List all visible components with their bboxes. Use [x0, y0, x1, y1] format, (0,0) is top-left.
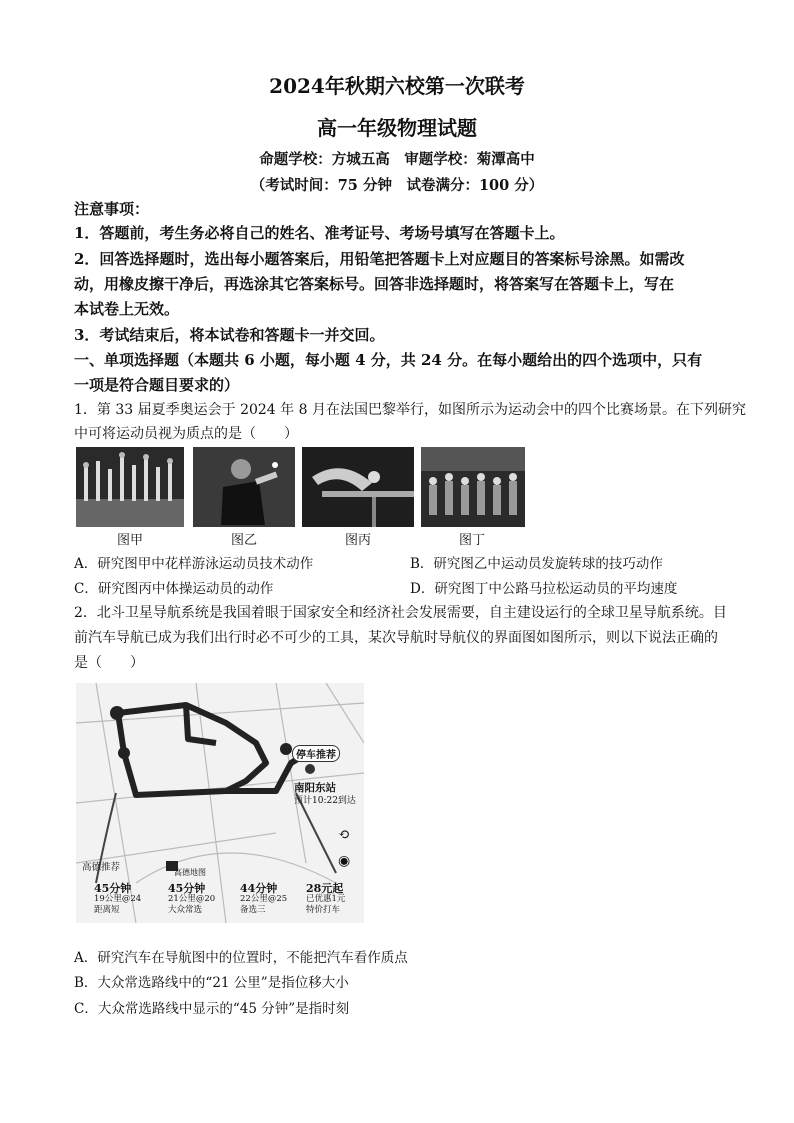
photo-table-tennis: [193, 447, 295, 527]
notice-item-2-line-1: 2．回答选择题时，选出每小题答案后，用铅笔把答题卡上对应题目的答案标号涂黑。如需改: [74, 250, 685, 268]
caption-figure-1: 图甲: [116, 533, 143, 548]
refresh-icon: ⟲: [338, 827, 350, 843]
photo-gymnastics: [302, 447, 414, 527]
q2-stem-line-1: 2．北斗卫星导航系统是我国着眼于国家安全和经济社会发展需要，自主建设运行的全球卫星导航系统。目: [74, 605, 727, 621]
route-option-3: 44分钟 22公里@25 备选三: [240, 882, 288, 915]
notice-item-3: 3．考试结束后，将本试卷和答题卡一并交回。: [74, 326, 385, 344]
photo-synchronized-swimming: [76, 447, 184, 527]
q1-option-c: C．研究图丙中体操运动员的动作: [74, 581, 274, 597]
q1-option-b: B．研究图乙中运动员发旋转球的技巧动作: [410, 556, 663, 572]
map-station-label: 南阳东站: [294, 782, 336, 794]
caption-figure-4: 图丁: [458, 533, 485, 548]
map-parking-label: 停车推荐: [292, 745, 340, 762]
notice-item-2-line-2: 动，用橡皮擦干净后，再选涂其它答案标号。回答非选择题时，将答案写在答题卡上，写在: [74, 275, 675, 293]
exam-info: （考试时间：75 分钟 试卷满分：100 分）: [250, 177, 544, 194]
route-option-1: 45分钟 19公里@24 距离短: [94, 882, 142, 915]
photo-marathon: [421, 447, 525, 527]
q1-stem-line-2: 中可将运动员视为质点的是（ ）: [74, 426, 298, 442]
notice-heading: 注意事项：: [74, 200, 150, 218]
map-arrival-label: 预计10:22到达: [294, 796, 356, 806]
q1-stem-line-1: 1．第 33 届夏季奥运会于 2024 年 8 月在法国巴黎举行，如图所示为运动会中的四个比赛场景。在下列研究: [74, 402, 746, 418]
navigation-map: [76, 683, 364, 923]
caption-figure-3: 图丙: [344, 533, 371, 548]
route-option-4: 28元起 已优惠1元 特价打车: [306, 882, 346, 915]
q1-option-a: A．研究图甲中花样游泳运动员技术动作: [74, 556, 314, 572]
exam-subtitle: 高一年级物理试题: [317, 116, 477, 140]
q2-option-b: B．大众常选路线中的“21 公里”是指位移大小: [74, 975, 349, 991]
q2-option-a: A．研究汽车在导航图中的位置时，不能把汽车看作质点: [74, 950, 408, 966]
q1-option-d: D．研究图丁中公路马拉松运动员的平均速度: [410, 581, 678, 597]
q2-option-c: C．大众常选路线中显示的“45 分钟”是指时刻: [74, 1001, 350, 1017]
route-option-2: 45分钟 21公里@20 大众常选: [168, 882, 216, 915]
section-1-heading-line-1: 一、单项选择题（本题共 6 小题，每小题 4 分，共 24 分。在每小题给出的四个选项中，只有: [74, 351, 703, 369]
notice-item-1: 1．答题前，考生务必将自己的姓名、准考证号、考场号填写在答题卡上。: [74, 224, 565, 242]
target-icon: ◉: [338, 853, 351, 869]
notice-item-2-line-3: 本试卷上无效。: [74, 300, 180, 318]
caption-figure-2: 图乙: [230, 533, 257, 548]
q2-stem-line-2: 前汽车导航已成为我们出行时必不可少的工具，某次导航时导航仪的界面图如图所示，则以下说法正确的: [74, 630, 718, 646]
exam-schools: 命题学校：方城五高 审题学校：菊潭高中: [259, 151, 535, 168]
section-1-heading-line-2: 一项是符合题目要求的）: [74, 376, 240, 394]
exam-title: 2024年秋期六校第一次联考: [269, 74, 525, 98]
map-amap-logo: 高德地图: [174, 868, 206, 877]
map-amap-recommend: 高德推荐: [82, 862, 121, 873]
q2-stem-line-3: 是（ ）: [74, 655, 144, 671]
